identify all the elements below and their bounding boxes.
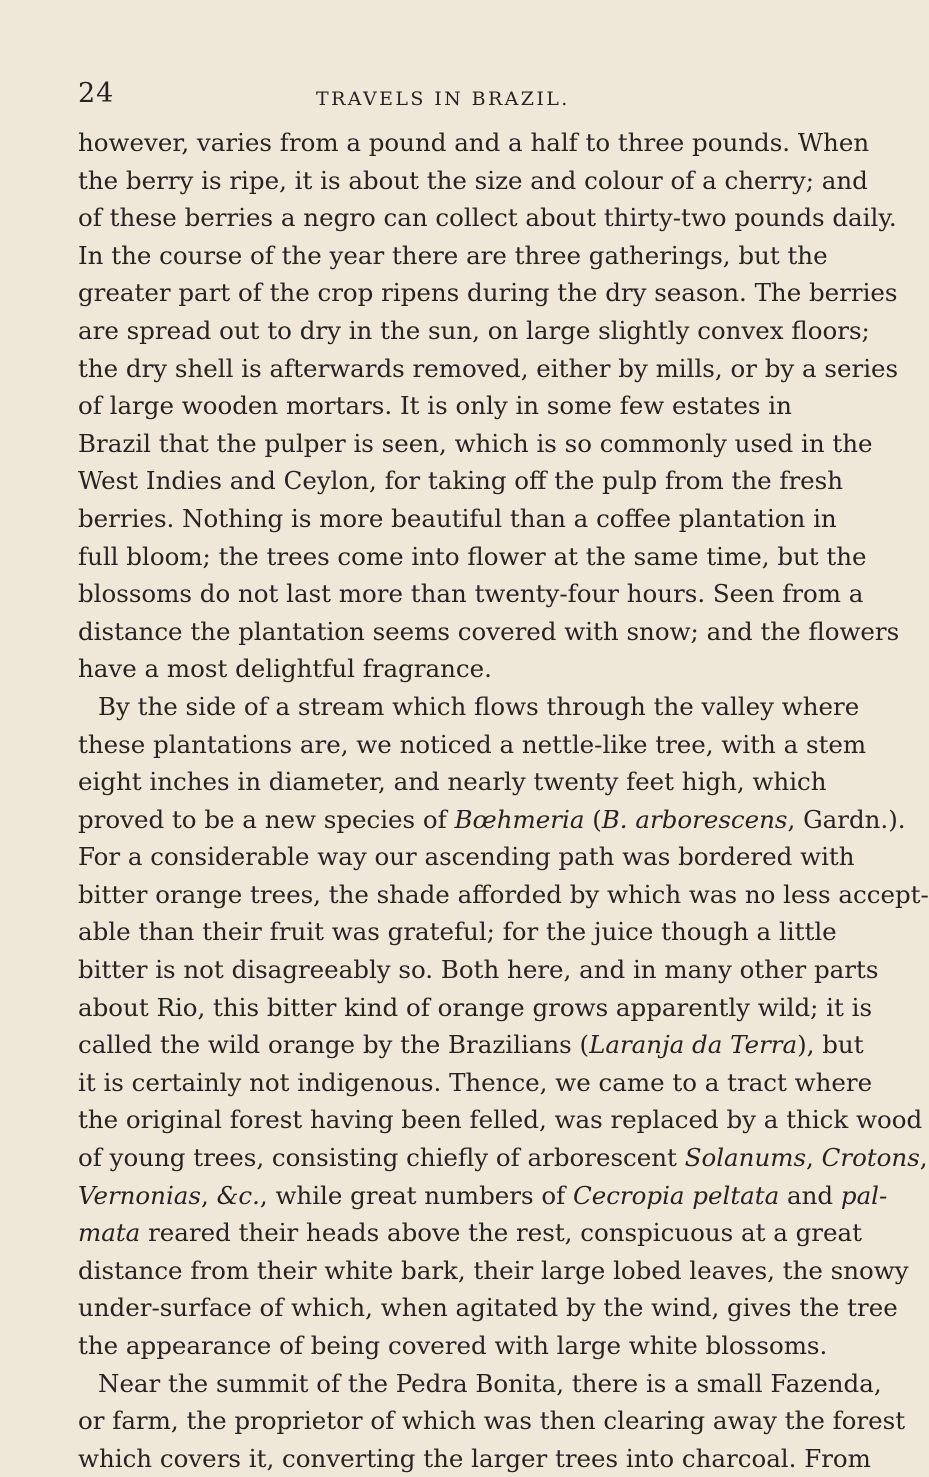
text-line: of young trees, consisting chiefly of arborescent Solanums, Crotons, (78, 1143, 928, 1173)
text-line: able than their fruit was grateful; for the juice though a little (78, 917, 837, 947)
text-line: distance the plantation seems covered with snow; and the flowers (78, 616, 900, 646)
text-line: Vernonias, &c., while great numbers of Cecropia peltata and pal- (78, 1180, 888, 1210)
text-line: For a considerable way our ascending path was bordered with (78, 842, 855, 872)
text-line: however, varies from a pound and a half to three pounds. When (78, 128, 870, 157)
text-line: bitter orange trees, the shade afforded by which was no less accept- (78, 879, 929, 909)
text-line: By the side of a stream which flows through the valley where (98, 691, 860, 721)
text-line: the berry is ripe, it is about the size and colour of a cherry; and (78, 165, 868, 195)
paragraph (78, 1365, 906, 1477)
text-line: called the wild orange by the Brazilians (Laranja da Terra), but (78, 1030, 864, 1060)
text-line: of these berries a negro can collect about thirty-two pounds daily. (78, 203, 897, 233)
text-line: West Indies and Ceylon, for taking off the pulp from the fresh (78, 466, 844, 496)
text-line: of large wooden mortars. It is only in some few estates in (78, 391, 792, 421)
text-line: are spread out to dry in the sun, on large slightly convex floors; (78, 315, 870, 345)
text-line: about Rio, this bitter kind of orange grows apparently wild; it is (78, 992, 873, 1022)
text-line: it is certainly not indigenous. Thence, we came to a tract where (78, 1067, 873, 1097)
text-line: greater part of the crop ripens during the dry season. The berries (78, 278, 898, 308)
text-line: In the course of the year there are three gatherings, but the (78, 240, 828, 270)
text-line: the original forest having been felled, was replaced by a thick wood (78, 1105, 923, 1135)
text-line: berries. Nothing is more beautiful than a coffee plantation in (78, 503, 837, 533)
text-line: bitter is not disagreeably so. Both here, and in many other parts (78, 955, 879, 985)
page-header (78, 78, 738, 118)
text-line: eight inches in diameter, and nearly twenty feet high, which (78, 767, 827, 797)
text-line: proved to be a new species of Bœhmeria (B. arborescens, Gardn.). (78, 804, 906, 834)
paragraph (78, 124, 900, 688)
text-line: the appearance of being covered with large white blossoms. (78, 1331, 828, 1360)
page-number: 24 (78, 78, 115, 109)
text-line: Brazil that the pulper is seen, which is so commonly used in the (78, 428, 873, 458)
body-text (78, 124, 929, 1477)
text-line: these plantations are, we noticed a nettle-like tree, with a stem (78, 729, 867, 759)
text-line: full bloom; the trees come into flower at the same time, but the (78, 541, 867, 571)
paragraph (78, 688, 929, 1365)
text-line: distance from their white bark, their large lobed leaves, the snowy (78, 1255, 909, 1285)
text-line: have a most delightful fragrance. (78, 654, 492, 684)
running-title: TRAVELS IN BRAZIL. (316, 88, 570, 110)
text-line: Near the summit of the Pedra Bonita, there is a small Fazenda, (98, 1368, 882, 1398)
text-line: the dry shell is afterwards removed, either by mills, or by a series (78, 353, 899, 383)
text-line: blossoms do not last more than twenty-four hours. Seen from a (78, 579, 864, 609)
text-line: which covers it, converting the larger trees into charcoal. From (78, 1443, 871, 1473)
text-line: under-surface of which, when agitated by the wind, gives the tree (78, 1293, 898, 1323)
text-line: mata reared their heads above the rest, conspicuous at a great (78, 1218, 862, 1248)
text-line: or farm, the proprietor of which was then clearing away the forest (78, 1406, 906, 1436)
